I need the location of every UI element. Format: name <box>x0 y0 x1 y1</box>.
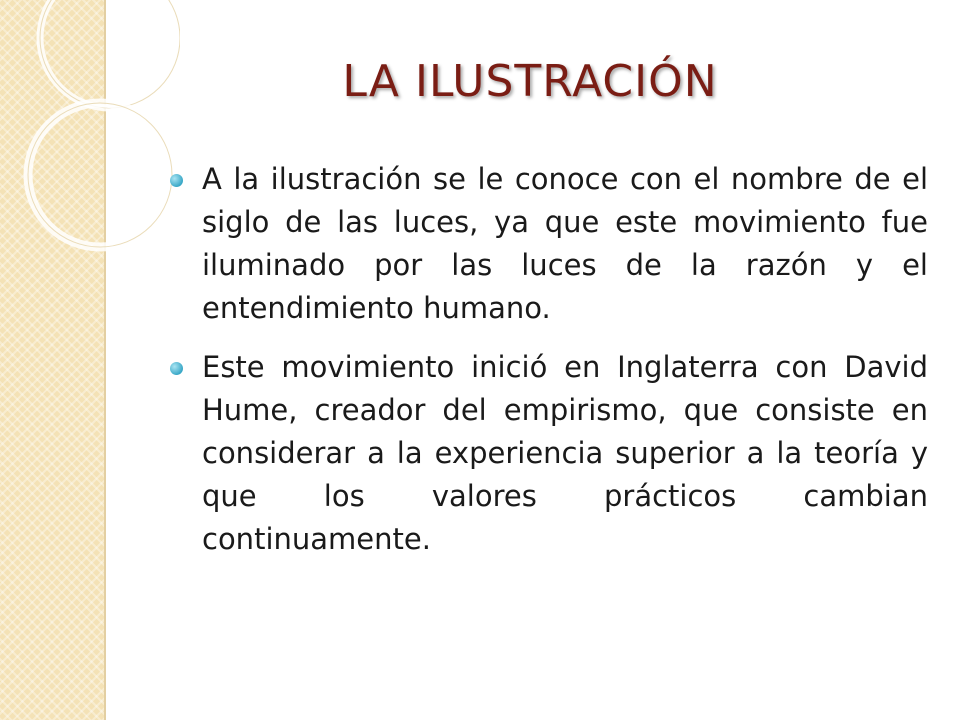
side-band-divider <box>104 0 106 720</box>
bullet-text: Este movimiento inició en Inglaterra con David Hume, creador del empirismo, que consiste en considerar a la experiencia superior a la teoría y que los valores prácticos cambian continuamente. <box>202 350 928 556</box>
bullet-text: A la ilustración se le conoce con el nombre de el siglo de las luces, ya que este movimiento fue iluminado por las luces de la razón y el entendimiento humano. <box>202 162 928 325</box>
circle-bullet-icon <box>170 362 183 375</box>
bullet-item <box>170 346 928 561</box>
circle-bullet-icon <box>170 174 183 187</box>
side-band-pattern <box>0 0 104 720</box>
bullet-list <box>170 158 928 577</box>
bullet-item <box>170 158 928 330</box>
slide-title: LA ILUSTRACIÓN <box>342 56 718 107</box>
